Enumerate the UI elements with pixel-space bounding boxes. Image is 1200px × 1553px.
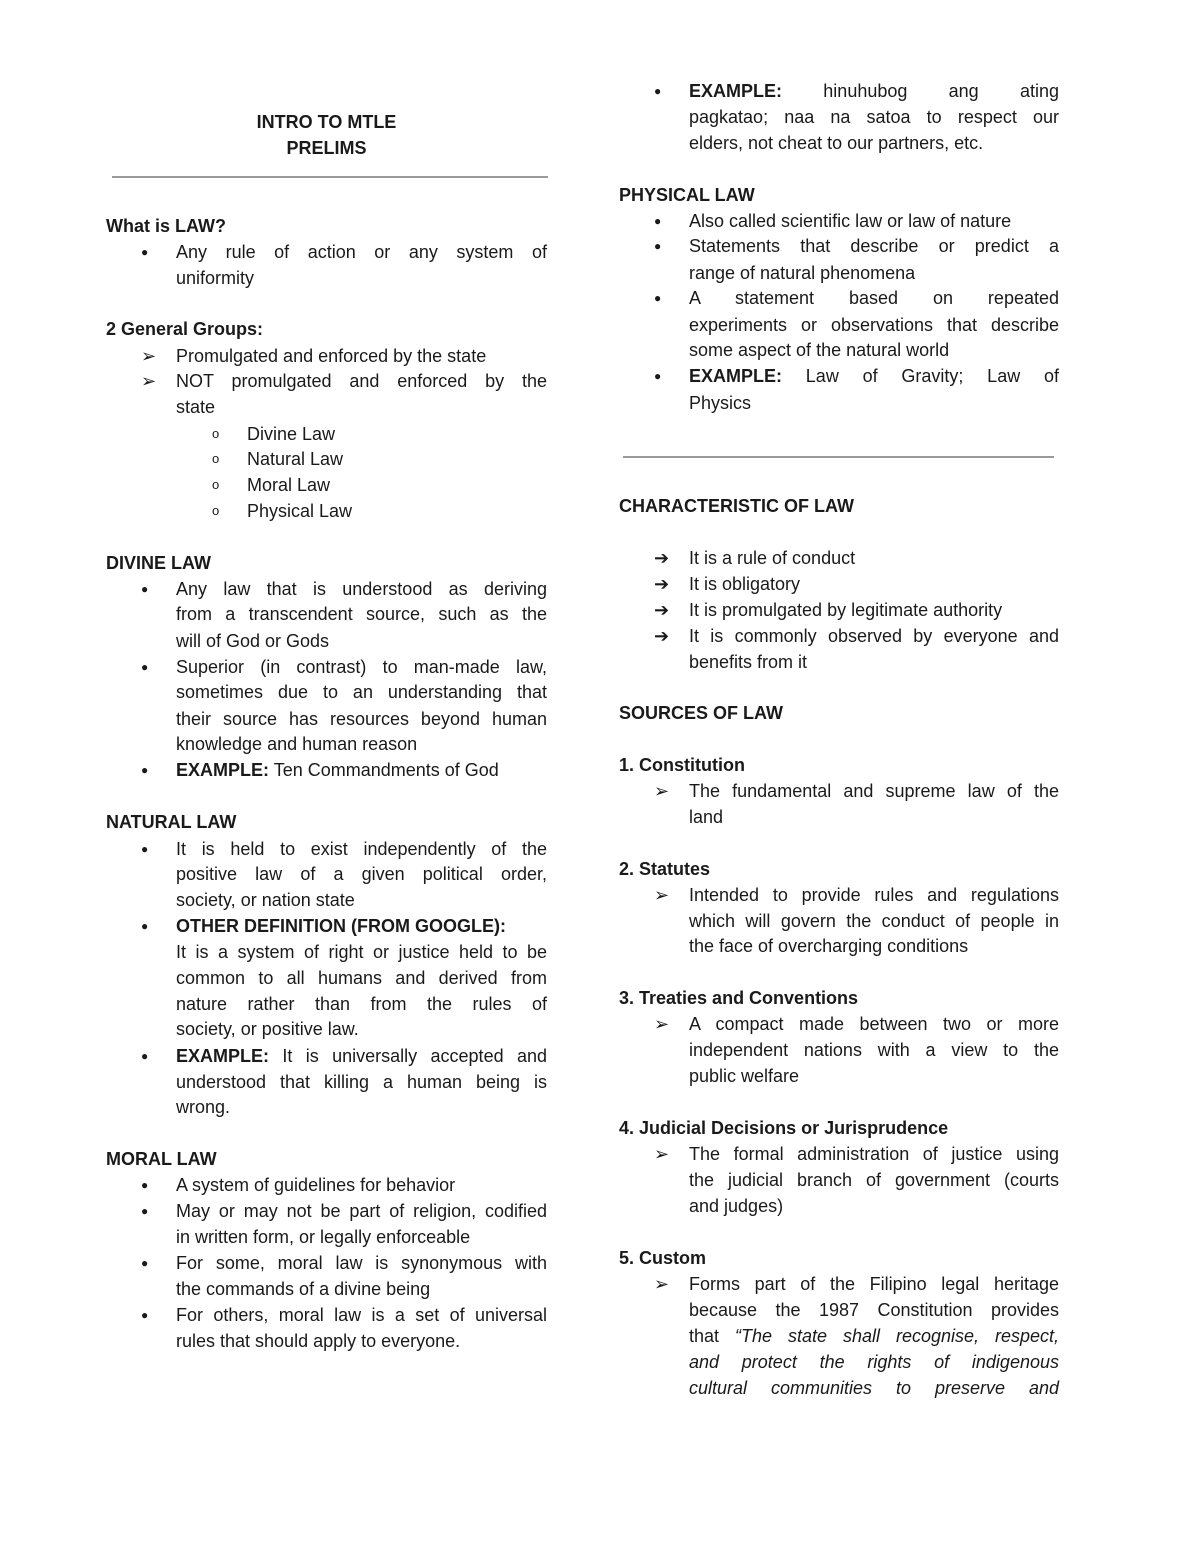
bullet-icon: ●: [141, 245, 149, 259]
list-item: ● EXAMPLE: Law of Gravity; Law of: [619, 363, 1059, 389]
arrow-icon: ➢: [654, 885, 670, 905]
list-item-cont: elders, not cheat to our partners, etc.: [689, 133, 984, 153]
list-item: ➢ Forms part of the Filipino legal heritage: [619, 1271, 1059, 1297]
list-item: ● EXAMPLE: hinuhubog ang ating: [619, 78, 1059, 104]
what-is-law-heading: What is LAW?: [106, 216, 226, 236]
right-arrow-icon: ➔: [654, 600, 670, 620]
list-item: ➢ NOT promulgated and enforced by the: [106, 368, 547, 394]
list-item: ➢ Intended to provide rules and regulations: [619, 882, 1059, 908]
list-item: ● EXAMPLE: Ten Commandments of God: [106, 757, 547, 783]
list-item: ➔ It is commonly observed by everyone and: [619, 623, 1059, 649]
bullet-icon: ●: [654, 291, 662, 305]
sub-list-item: o Physical Law: [106, 498, 547, 524]
list-item-cont: benefits from it: [689, 652, 808, 672]
bullet-icon: ●: [141, 1204, 149, 1218]
list-item-cont: which will govern the conduct of people in: [689, 911, 1059, 931]
bullet-icon: ●: [654, 84, 662, 98]
general-groups-heading: 2 General Groups:: [106, 319, 264, 339]
list-item: ● A system of guidelines for behavior: [106, 1172, 547, 1198]
characteristic-heading: CHARACTERISTIC OF LAW: [619, 496, 854, 516]
bullet-icon: ●: [654, 369, 662, 383]
list-item: ➢ A compact made between two or more: [619, 1011, 1059, 1037]
list-item-cont: nature rather than from the rules of: [176, 994, 547, 1014]
source-title: 3. Treaties and Conventions: [619, 988, 859, 1008]
list-item: ➢ The formal administration of justice using: [619, 1141, 1059, 1167]
list-item: ● Any rule of action or any system of: [106, 239, 547, 265]
list-item-cont: knowledge and human reason: [176, 734, 418, 754]
list-item: ● Also called scientific law or law of nature: [619, 208, 1059, 234]
list-item: ● For some, moral law is synonymous with: [106, 1250, 547, 1276]
arrow-icon: ➢: [654, 1014, 670, 1034]
source-title: 5. Custom: [619, 1248, 707, 1268]
bullet-icon: ●: [141, 582, 149, 596]
section-divider: [623, 456, 1054, 458]
divine-law-heading: DIVINE LAW: [106, 553, 212, 573]
source-title: 2. Statutes: [619, 859, 711, 879]
bullet-icon: ●: [141, 1256, 149, 1270]
bullet-icon: ●: [654, 214, 662, 228]
list-item: ● Superior (in contrast) to man-made law,: [106, 654, 547, 680]
list-item: ● May or may not be part of religion, codified: [106, 1198, 547, 1224]
list-item-cont: Physics: [689, 393, 752, 413]
list-item-cont: It is a system of right or justice held to be: [176, 942, 547, 962]
list-item-cont: in written form, or legally enforceable: [176, 1227, 471, 1247]
circle-icon: o: [212, 503, 220, 518]
page-subtitle: PRELIMS: [286, 138, 367, 158]
source-title: 4. Judicial Decisions or Jurisprudence: [619, 1118, 949, 1138]
list-item-cont: sometimes due to an understanding that: [176, 682, 547, 702]
list-item: ● Any law that is understood as deriving: [106, 576, 547, 602]
list-item-cont: understood that killing a human being is: [176, 1072, 547, 1092]
sub-list-item: o Divine Law: [106, 421, 547, 447]
list-item-cont: positive law of a given political order,: [176, 864, 547, 884]
bullet-icon: ●: [141, 660, 149, 674]
list-item-cont: will of God or Gods: [176, 631, 330, 651]
moral-law-heading: MORAL LAW: [106, 1149, 217, 1169]
bullet-icon: ●: [141, 1049, 149, 1063]
list-item-cont: the judicial branch of government (courts: [689, 1170, 1059, 1190]
arrow-icon: ➢: [141, 371, 157, 391]
list-item-cont: independent nations with a view to the: [689, 1040, 1059, 1060]
right-arrow-icon: ➔: [654, 548, 670, 568]
list-item: ➔ It is a rule of conduct: [619, 545, 1059, 571]
arrow-icon: ➢: [654, 1274, 670, 1294]
arrow-icon: ➢: [654, 1144, 670, 1164]
list-item: ● A statement based on repeated: [619, 285, 1059, 311]
source-title: 1. Constitution: [619, 755, 745, 775]
bullet-icon: ●: [141, 1178, 149, 1192]
list-item-cont: society, or nation state: [176, 890, 355, 910]
list-item-cont: common to all humans and derived from: [176, 968, 547, 988]
bullet-icon: ●: [654, 239, 662, 253]
right-arrow-icon: ➔: [654, 574, 670, 594]
list-item: ➔ It is promulgated by legitimate authority: [619, 597, 1059, 623]
list-item: ● Statements that describe or predict a: [619, 233, 1059, 259]
sources-heading: SOURCES OF LAW: [619, 703, 784, 723]
sub-list-item: o Natural Law: [106, 446, 547, 472]
list-item-cont: state: [176, 397, 216, 417]
arrow-icon: ➢: [654, 781, 670, 801]
list-item-cont: cultural communities to preserve and: [689, 1378, 1059, 1398]
circle-icon: o: [212, 426, 220, 441]
list-item-cont: their source has resources beyond human: [176, 709, 547, 729]
arrow-icon: ➢: [141, 346, 157, 366]
list-item-cont: public welfare: [689, 1066, 800, 1086]
natural-law-heading: NATURAL LAW: [106, 812, 237, 832]
title-divider: [112, 176, 548, 178]
list-item-cont: because the 1987 Constitution provides: [689, 1300, 1059, 1320]
sub-list-item: o Moral Law: [106, 472, 547, 498]
list-item: ➢ Promulgated and enforced by the state: [106, 343, 547, 369]
list-item-cont: society, or positive law.: [176, 1019, 359, 1039]
list-item-cont: experiments or observations that describe: [689, 315, 1059, 335]
list-item: ● It is held to exist independently of the: [106, 836, 547, 862]
list-item-cont: land: [689, 807, 724, 827]
list-item-cont: the commands of a divine being: [176, 1279, 431, 1299]
physical-law-heading: PHYSICAL LAW: [619, 185, 755, 205]
list-item: ➢ The fundamental and supreme law of the: [619, 778, 1059, 804]
list-item-cont: from a transcendent source, such as the: [176, 604, 547, 624]
list-item-cont: some aspect of the natural world: [689, 340, 950, 360]
list-item-cont: the face of overcharging conditions: [689, 936, 969, 956]
circle-icon: o: [212, 451, 220, 466]
bullet-icon: ●: [141, 919, 149, 933]
page-title: INTRO TO MTLE: [256, 112, 397, 132]
list-item: ● OTHER DEFINITION (FROM GOOGLE):: [106, 913, 547, 939]
list-item-cont: uniformity: [176, 268, 255, 288]
list-item-cont: range of natural phenomena: [689, 263, 916, 283]
list-item-cont: that “The state shall recognise, respect,: [689, 1326, 1059, 1346]
list-item-cont: pagkatao; naa na satoa to respect our: [689, 107, 1059, 127]
right-arrow-icon: ➔: [654, 626, 670, 646]
list-item-cont: and judges): [689, 1196, 784, 1216]
circle-icon: o: [212, 477, 220, 492]
list-item: ● EXAMPLE: It is universally accepted and: [106, 1043, 547, 1069]
bullet-icon: ●: [141, 842, 149, 856]
list-item: ● For others, moral law is a set of universal: [106, 1302, 547, 1328]
list-item-cont: rules that should apply to everyone.: [176, 1331, 461, 1351]
bullet-icon: ●: [141, 763, 149, 777]
list-item-cont: wrong.: [176, 1097, 231, 1117]
list-item-cont: and protect the rights of indigenous: [689, 1352, 1059, 1372]
list-item: ➔ It is obligatory: [619, 571, 1059, 597]
bullet-icon: ●: [141, 1308, 149, 1322]
